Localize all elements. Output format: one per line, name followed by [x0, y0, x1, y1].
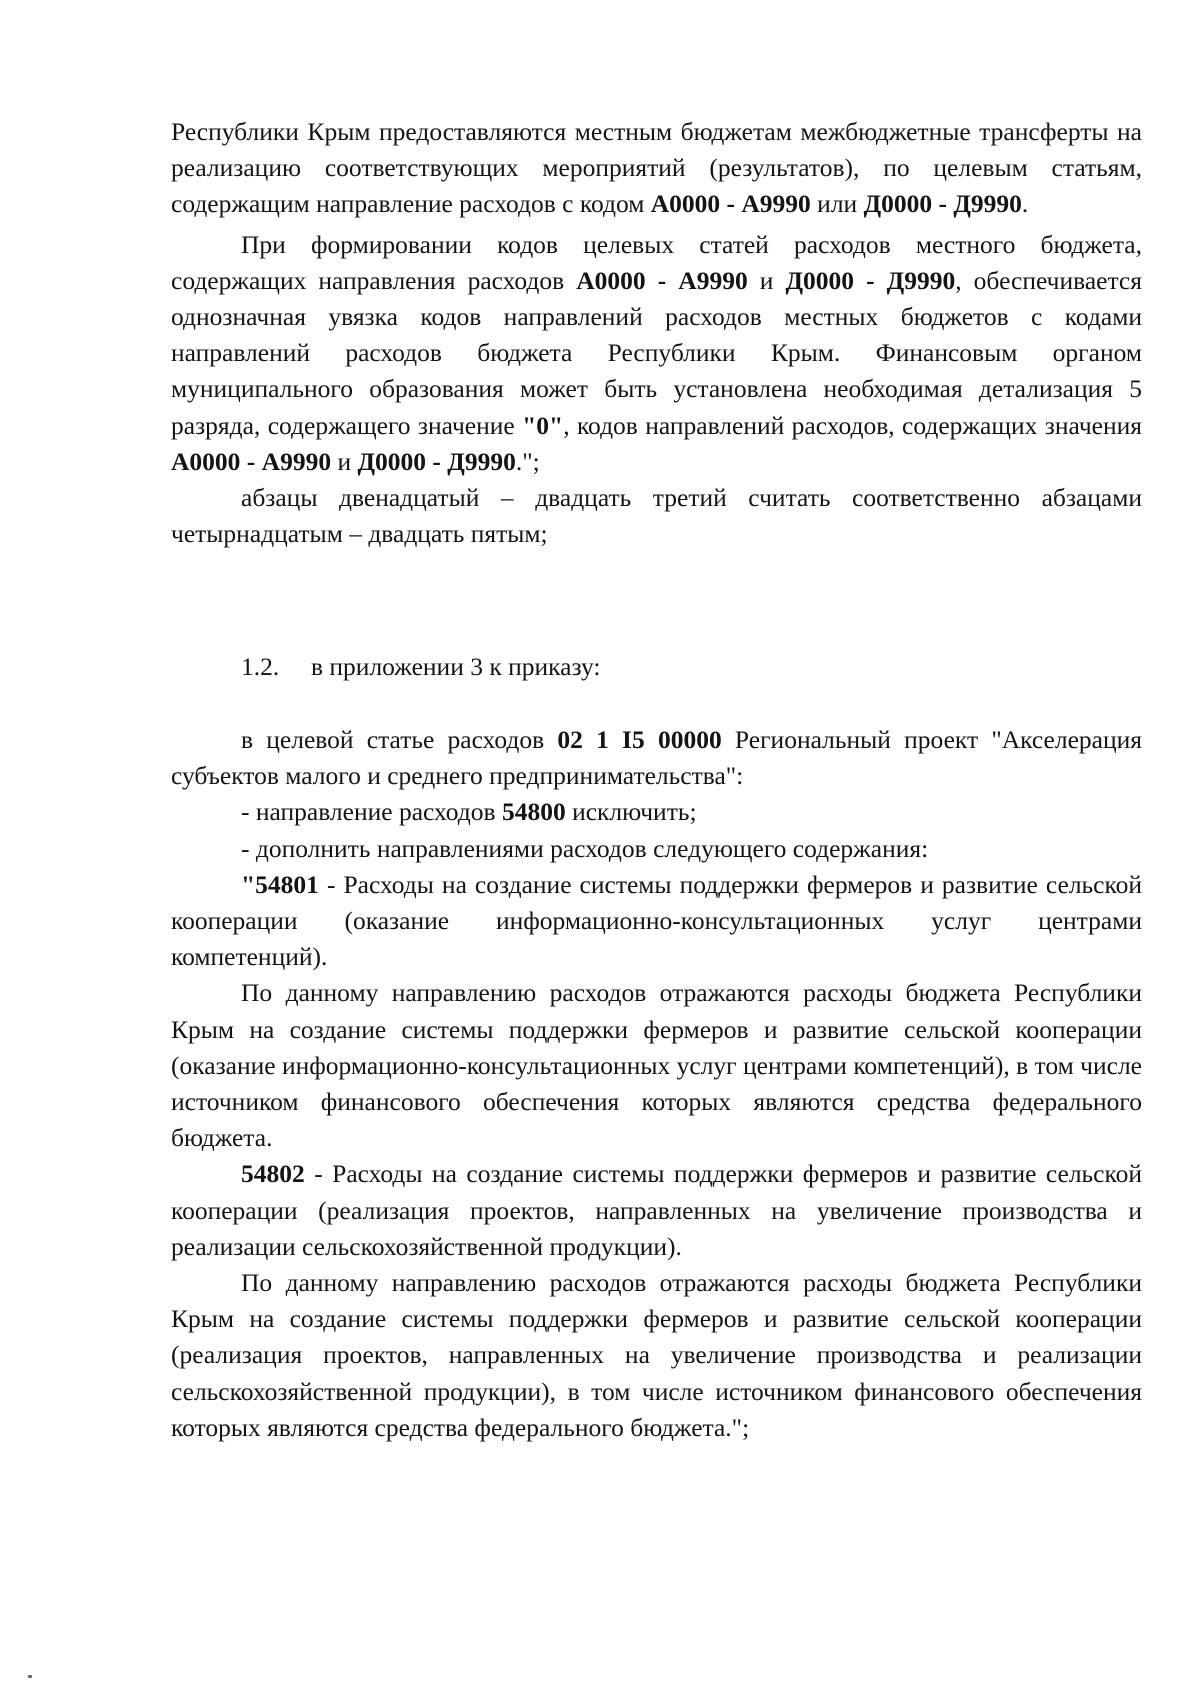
paragraph-4: [171, 722, 1142, 794]
paragraph-1-text-1: Республики Крым предоставляются местным бюджетам межбюджетные трансферты на реализацию соответствующих мероприятий (результатов), по целевым статьям, содержащим направление расходов с кодом: [171, 117, 1142, 219]
item-text: в приложении 3 к приказу:: [311, 652, 601, 681]
paragraph-5: [171, 794, 1142, 830]
expense-code-54802: 54802: [241, 1159, 305, 1189]
paragraph-9: [171, 1156, 1142, 1265]
paragraph-2: [171, 227, 1142, 480]
paragraph-5-text-2: исключить;: [565, 797, 697, 827]
code-range-d: Д0000 - Д9990: [785, 265, 956, 295]
expense-code-54800: 54800: [501, 797, 566, 827]
text-block-bottom: [171, 722, 1142, 1446]
expense-code-54801: "54801: [241, 869, 319, 899]
paragraph-2-text-1: При формировании кодов целевых статей расходов местного бюджета, содержащих направления расходов: [171, 229, 1142, 295]
paragraph-8: По данному направлению расходов отражаются расходы бюджета Республики Крым на создание системы поддержки фермеров и развитие сельской кооперации (оказание информационно-консультационных услуг центрами компетенций), в том числе источником финансового обеспечения которых являются средства федерального бюджета.: [171, 978, 1142, 1153]
text-block-top: [171, 114, 1142, 552]
paragraph-2-text-2: и: [747, 265, 786, 295]
target-article-code: 02 1 I5 00000: [557, 725, 722, 754]
paragraph-2-text-6: .";: [515, 446, 540, 476]
code-range-a: А0000 - А9990: [650, 189, 811, 219]
scan-speck: [28, 1675, 32, 1678]
paragraph-9-text-1: - Расходы на создание системы поддержки фермеров и развитие сельской кооперации (реализация проектов, направленных на увеличение производства и реализации сельскохозяйственной продукции).: [171, 1159, 1142, 1261]
item-number: 1.2.: [241, 652, 280, 681]
paragraph-2-text-5: и: [331, 446, 358, 476]
paragraph-7-text-1: - Расходы на создание системы поддержки фермеров и развитие сельской кооперации (оказание информационно-консультационных услуг центрами компетенций).: [171, 869, 1142, 972]
paragraph-3: абзацы двенадцатый – двадцать третий считать соответственно абзацами четырнадцатым – двадцать пятым;: [171, 483, 1142, 549]
paragraph-2-text-3: , обеспечивается однозначная увязка кодов направлений расходов местных бюджетов с кодами направлений расходов бюджета Республики Крым. Финансовым органом муниципального образования может быть установлена необходимая детализация 5 разряда, содержащего значение: [171, 265, 1142, 440]
code-range-a: А0000 - А9990: [576, 265, 748, 295]
paragraph-1-text-3: .: [1021, 189, 1029, 219]
paragraph-1: [171, 114, 1142, 223]
paragraph-4-text-2: Региональный проект "Акселерация субъектов малого и среднего предпринимательства":: [171, 725, 1142, 791]
value-zero: "0": [522, 410, 564, 440]
paragraph-4-text-1: в целевой статье расходов: [241, 725, 558, 754]
paragraph-1-text-2: или: [810, 189, 864, 219]
paragraph-7: [171, 867, 1142, 976]
numbered-item: [241, 649, 601, 685]
code-range-d: Д0000 - Д9990: [357, 446, 516, 476]
code-range-d: Д0000 - Д9990: [863, 189, 1022, 219]
paragraph-5-text-1: - направление расходов: [241, 797, 502, 827]
paragraph-6: - дополнить направлениями расходов следующего содержания:: [241, 833, 929, 863]
paragraph-10: По данному направлению расходов отражаются расходы бюджета Республики Крым на создание системы поддержки фермеров и развитие сельской кооперации (реализация проектов, направленных на увеличение производства и реализации сельскохозяйственной продукции), в том числе источником финансового обеспечения которых являются средства федерального бюджета.";: [171, 1268, 1142, 1442]
code-range-a: А0000 - А9990: [171, 446, 332, 476]
paragraph-2-text-4: , кодов направлений расходов, содержащих значения: [563, 410, 1142, 440]
